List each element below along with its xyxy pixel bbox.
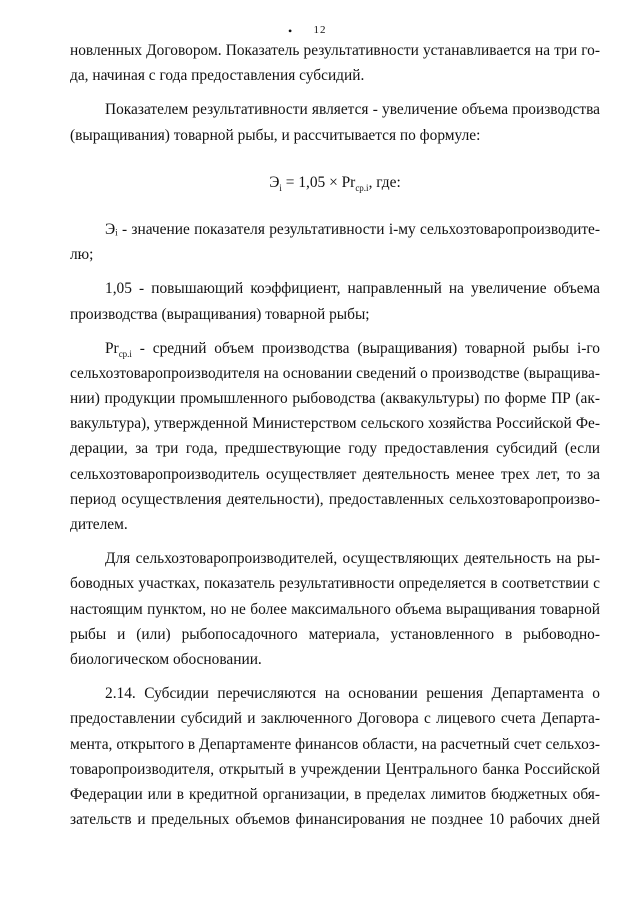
text-line: лю; [70, 246, 94, 264]
text-line: производства (выращивания) товарной рыбы; [70, 305, 370, 323]
text-line: предоставлении субсидий и заключенного Договора с лицевого счета Департа- [70, 710, 600, 728]
formula-tail: , где: [368, 173, 401, 191]
text-line: Для сельхозтоваропроизводителей, осуществляющих деятельность на ры- [105, 550, 600, 568]
text-line: Показателем результативности является - увеличение объема производства [105, 101, 600, 119]
text-line: сельхозтоваропроизводителя на основании сведений о производстве (выращива- [70, 364, 600, 382]
text-line: нии) продукции промышленного рыбоводства (аквакультуры) по форме ПР (ак- [70, 390, 600, 408]
formula-rhs-subscript: ср.i [355, 182, 369, 193]
text-line [70, 336, 600, 361]
bullet-mark: • [288, 24, 293, 38]
text-line: дителем. [70, 516, 128, 533]
text-line: 2.14. Субсидии перечисляются на основании решения Департамента о [105, 685, 600, 703]
document-body [70, 38, 600, 832]
text-line: новленных Договором. Показатель результативности устанавливается на три го- [70, 42, 600, 59]
text-line: зательств и предельных объемов финансирования не позднее 10 рабочих дней [70, 811, 600, 829]
text-line: рыбы и (или) рыбопосадочного материала, установленного в рыбоводно- [70, 625, 600, 643]
text-line: (выращивания) товарной рыбы, и рассчитывается по формуле: [70, 126, 481, 144]
text-line: настоящим пунктом, но не более максимального объема выращивания товарной [70, 600, 600, 618]
text-line: дерации, за три года, предшествующие году предоставления субсидий (если [70, 440, 600, 458]
text-line: мента, открытого в Департаменте финансов области, на расчетный счет сельхоз- [70, 735, 600, 753]
pr-subscript: ср.i [118, 348, 132, 359]
text-line: биологическом обосновании. [70, 650, 262, 668]
text-line: да, начиная с года предоставления субсидий. [70, 67, 365, 85]
text-line-rest: - средний объем производства (выращивания) товарной рыбы i-го [131, 339, 600, 357]
text-line: 1,05 - повышающий коэффициент, направленный на увеличение объема [105, 280, 600, 298]
text-line: сельхозтоваропроизводитель осуществляет деятельность менее трех лет, то за [70, 465, 600, 483]
formula-lhs-subscript: i [279, 182, 282, 193]
formula [70, 170, 600, 195]
text-line: боводных участках, показатель результативности определяется в соответствии с [70, 575, 600, 593]
formula-lhs: Э [269, 173, 280, 191]
pr-symbol: Pr [105, 339, 119, 357]
text-line: Эᵢ - значение показателя результативности i-му сельхозтоваропроизводите- [105, 220, 600, 238]
text-line: вакультура), утвержденной Министерством сельского хозяйства Российской Фе- [70, 415, 600, 433]
text-line: товаропроизводителя, открытый в учреждении Центрального банка Российской [70, 760, 600, 778]
page-number: 12 [313, 24, 327, 36]
text-line: Федерации или в кредитной организации, в пределах лимитов бюджетных обя- [70, 785, 600, 803]
text-line: период осуществления деятельности), предоставленных сельхозтоваропроизво- [70, 490, 600, 508]
formula-middle: = 1,05 × Pr [281, 173, 356, 191]
